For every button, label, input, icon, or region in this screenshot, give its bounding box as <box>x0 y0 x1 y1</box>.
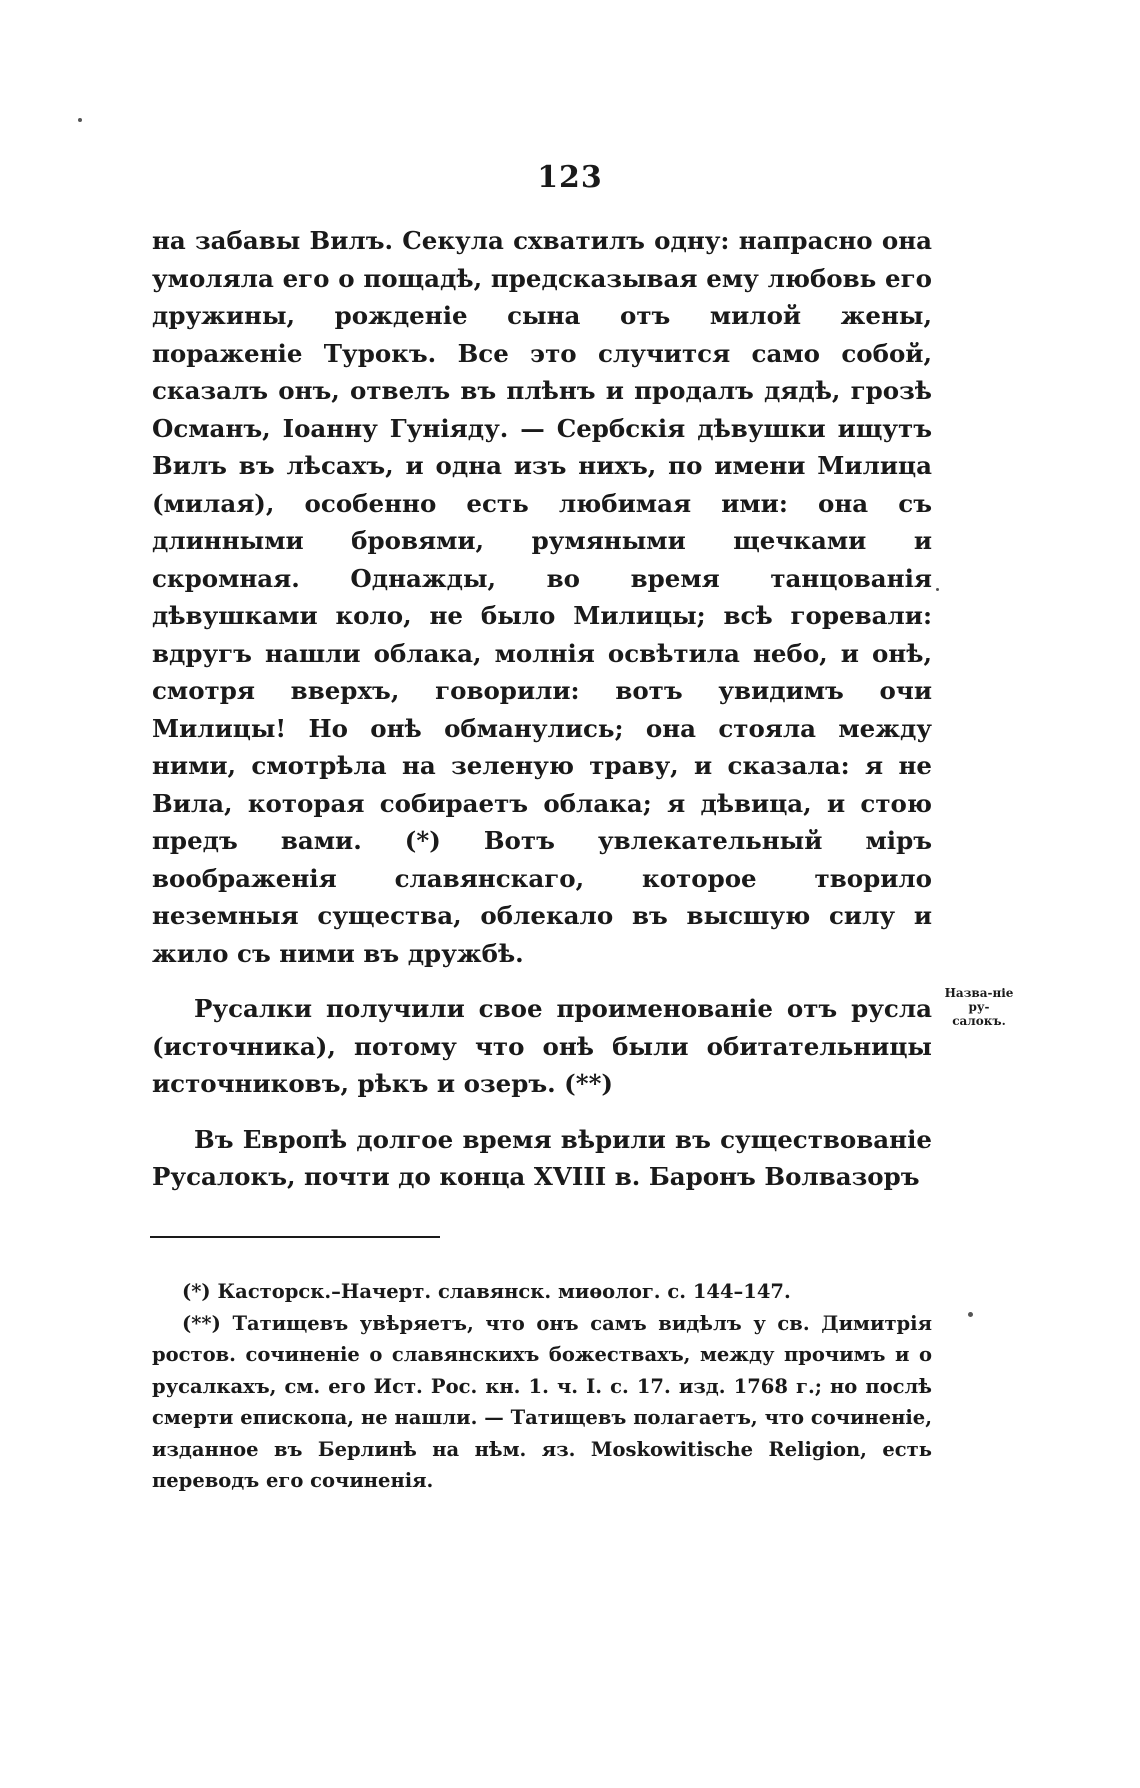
paragraph-vily: на забавы Вилъ. Секула схватилъ одну: напрасно она умоляла его о пощадѣ, предсказывая ему любовь его дружины, рожденіе сына отъ милой жены, пораженіе Турокъ. Все это случится само собой, сказалъ онъ, отвелъ въ плѣнъ и продалъ дядѣ, грозѣ Османъ, Іоанну Гуніяду. — Сербскія дѣвушки ищутъ Вилъ въ лѣсахъ, и одна изъ нихъ, по имени Милица (милая), особенно есть любимая ими: она съ длинными бровями, румяными щечками и скромная. Однажды, во время танцованія дѣвушками коло, не было Милицы; всѣ горевали: вдругъ нашли облака, молнія освѣтила небо, и онѣ, смотря вверхъ, говорили: вотъ увидимъ очи Милицы! Но онѣ обманулись; она стояла между ними, смотрѣла на зеленую траву, и сказала: я не Вила, которая собираетъ облака; я дѣвица, и стою предъ вами. (*) Вотъ увлекательный міръ воображенія славянскаго, которое творило неземныя существа, облекало въ высшую силу и жило съ ними въ дружбѣ. <box>152 226 932 968</box>
page-number: 123 <box>537 160 603 195</box>
footnote-separator <box>150 1236 440 1238</box>
paragraph-rusalki-name: Русалки получили свое проименованіе отъ русла (источника), потому что онѣ были обитательницы источниковъ, рѣкъ и озеръ. (**) <box>152 994 932 1098</box>
footnote-2: (**) Татищевъ увѣряетъ, что онъ самъ видѣлъ у св. Димитрія ростов. сочиненіе о славянскихъ божествахъ, между прочимъ и о русалкахъ, см. его Ист. Рос. кн. 1. ч. І. с. 17. изд. 1768 г.; но послѣ смерти епископа, не нашли. — Татищевъ полагаетъ, что сочиненіе, изданное въ Берлинѣ на нѣм. яз. Moskowitische Religion, есть переводъ его сочиненія. <box>152 1311 932 1492</box>
margin-note: Назва-ніе ру-салокъ. <box>944 986 1014 1028</box>
paragraph-europe: Въ Европѣ долгое время вѣрили въ существованіе Русалокъ, почти до конца XVIII в. Баронъ Волвазоръ <box>152 1124 932 1191</box>
footnotes <box>152 1276 932 1497</box>
footnote-1: (*) Касторск.–Начерт. славянск. миѳолог. с. 144–147. <box>182 1280 791 1303</box>
scan-speck <box>78 118 82 122</box>
scan-speck <box>936 588 939 591</box>
main-text <box>152 222 932 1196</box>
scan-speck <box>968 1312 973 1317</box>
